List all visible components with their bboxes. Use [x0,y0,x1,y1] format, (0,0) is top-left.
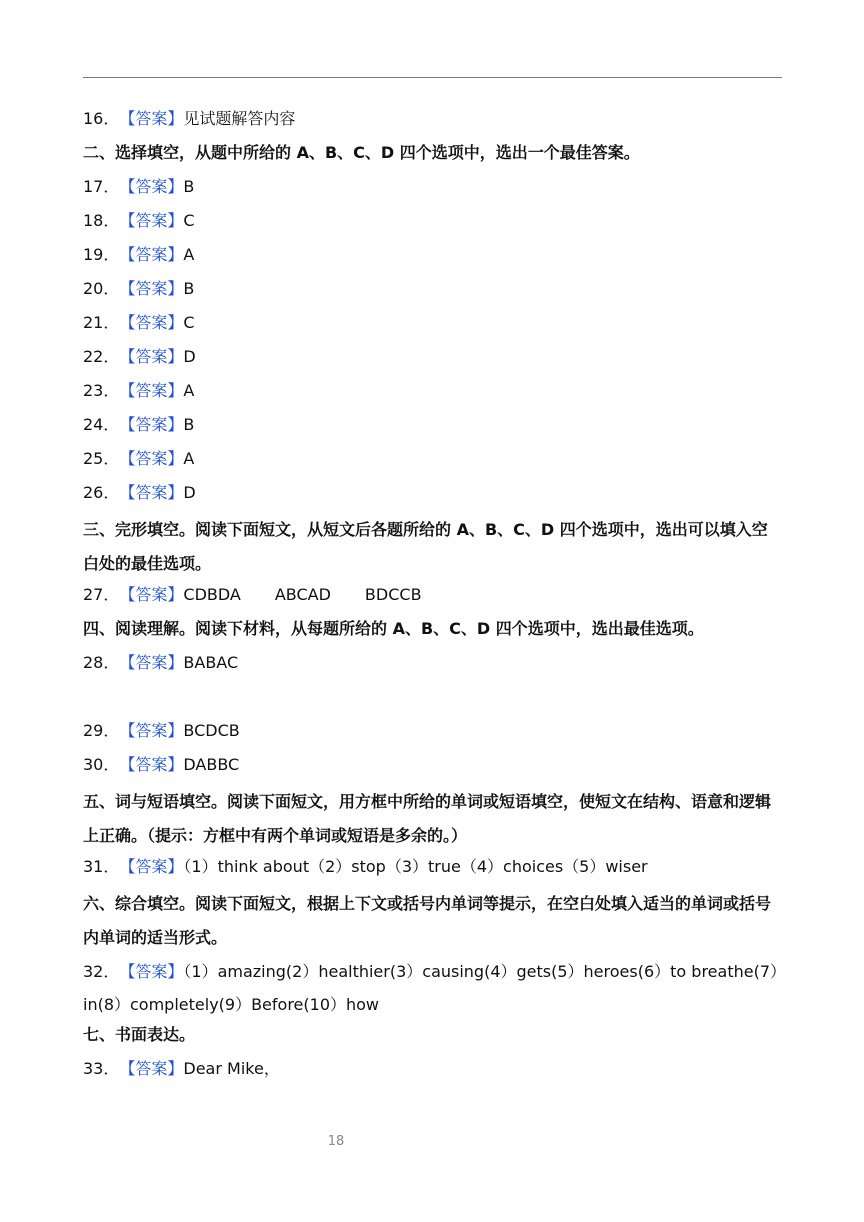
answer-tag: 【答案】 [119,415,184,434]
answer-text: 见试题解答内容 [183,109,296,128]
answer-tag: 【答案】 [119,313,184,332]
answer-tag: 【答案】 [119,177,184,196]
answer-tag: 【答案】 [119,381,184,400]
answer-text: B [183,279,195,298]
answer-text: （1）amazing(2）healthier(3）causing(4）gets(5）heroes(6）to breathe(7）in(8）completely(9）Before(10）how [83,962,779,1014]
answer-item-19 [83,241,782,275]
item-number: 19． [83,245,120,264]
answer-text: C [183,313,195,332]
item-number: 20． [83,279,120,298]
answer-text: （1）think about（2）stop（3）true（4）choices（5）wiser [183,857,648,876]
answer-item-24 [83,411,782,445]
answer-tag: 【答案】 [119,653,184,672]
answer-text: DABBC [183,755,240,774]
item-number: 23． [83,381,120,400]
section-heading-5: 五、词与短语填空。阅读下面短文，用方框中所给的单词或短语填空，使短文在结构、语意和逻辑上正确。（提示：方框中有两个单词或短语是多余的。） [83,792,772,845]
answer-text: D [183,347,196,366]
answer-tag: 【答案】 [119,347,184,366]
item-number: 18． [83,211,120,230]
item-number: 27． [83,585,120,604]
answer-tag: 【答案】 [119,1059,184,1078]
section-heading-6: 六、综合填空。阅读下面短文，根据上下文或括号内单词等提示，在空白处填入适当的单词或括号内单词的适当形式。 [83,894,772,947]
answer-tag: 【答案】 [119,109,184,128]
answer-item-18 [83,207,782,241]
answer-item-33 [83,1055,782,1089]
answer-item-28 [83,649,782,683]
answer-text: D [183,483,196,502]
answer-item-30 [83,751,782,785]
answer-tag: 【答案】 [119,721,184,740]
answer-tag: 【答案】 [119,857,184,876]
item-number: 29． [83,721,120,740]
answer-text: CDBDA [183,585,241,604]
answer-text: BABAC [183,653,239,672]
answer-item-31 [83,853,782,887]
answer-tag: 【答案】 [119,962,184,981]
item-number: 17． [83,177,120,196]
answer-item-29 [83,717,782,751]
page-number: 18 [327,1134,345,1149]
answer-text: B [183,415,195,434]
answer-tag: 【答案】 [119,211,184,230]
answer-item-27 [83,581,782,615]
answer-tag: 【答案】 [119,279,184,298]
item-number: 21． [83,313,120,332]
answer-text: BDCCB [364,585,422,604]
item-number: 22． [83,347,120,366]
answer-text: A [183,245,195,264]
answer-text: A [183,381,195,400]
answer-text: A [183,449,195,468]
section-heading-3: 三、完形填空。阅读下面短文，从短文后各题所给的 A、B、C、D 四个选项中，选出可以填入空白处的最佳选项。 [83,520,768,573]
blank-gap [83,683,782,717]
item-number: 26． [83,483,120,502]
section-heading-2: 二、选择填空，从题中所给的 A、B、C、D 四个选项中，选出一个最佳答案。 [83,143,640,162]
item-number: 32． [83,962,120,981]
answer-item-25 [83,445,782,479]
item-number: 31． [83,857,120,876]
section-heading-4: 四、阅读理解。阅读下材料，从每题所给的 A、B、C、D 四个选项中，选出最佳选项。 [83,619,704,638]
answer-tag: 【答案】 [119,483,184,502]
item-number: 24． [83,415,120,434]
item-number: 16． [83,109,120,128]
answer-text: ABCAD [274,585,331,604]
item-number: 28． [83,653,120,672]
answer-text: BCDCB [183,721,240,740]
answer-text: B [183,177,195,196]
header-rule [83,77,782,78]
answer-tag: 【答案】 [119,585,184,604]
answer-item-26 [83,479,782,513]
answer-tag: 【答案】 [119,449,184,468]
section-heading-7: 七、书面表达。 [83,1025,196,1044]
answer-item-23 [83,377,782,411]
answer-item-20 [83,275,782,309]
answer-item-22 [83,343,782,377]
item-number: 30． [83,755,120,774]
answer-text: C [183,211,195,230]
answer-item-32 [83,955,782,1021]
answer-tag: 【答案】 [119,755,184,774]
answer-tag: 【答案】 [119,245,184,264]
answer-content [83,105,782,1089]
answer-text: Dear Mike， [183,1059,280,1078]
answer-item-21 [83,309,782,343]
item-number: 33． [83,1059,120,1078]
item-number: 25． [83,449,120,468]
answer-item-17 [83,173,782,207]
answer-item-16 [83,105,782,139]
